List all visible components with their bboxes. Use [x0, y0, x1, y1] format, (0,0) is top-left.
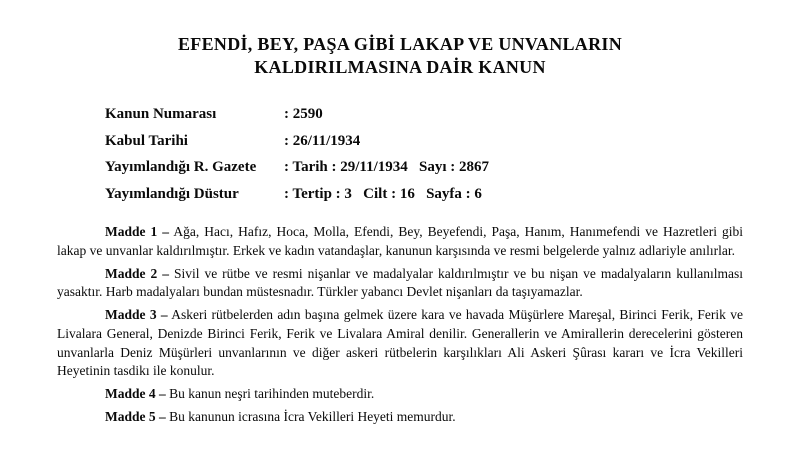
articles-section	[0, 223, 800, 427]
meta-label-acceptance-date: Kabul Tarihi	[105, 132, 188, 149]
article-madde-2	[57, 265, 743, 302]
article-madde-1	[57, 223, 743, 260]
meta-row-dustur	[105, 181, 800, 208]
meta-label-law-number: Kanun Numarası	[105, 106, 217, 122]
article-madde-1-heading: Madde 1 –	[105, 224, 170, 239]
article-madde-4-body: Bu kanun neşri tarihinden muteberdir.	[169, 386, 375, 402]
meta-label-official-gazette: Yayımlandığı R. Gazete	[105, 159, 257, 175]
article-madde-2-heading: Madde 2 –	[105, 265, 169, 281]
article-madde-3-heading: Madde 3 –	[105, 307, 168, 323]
article-madde-1-body: Ağa, Hacı, Hafız, Hoca, Molla, Efendi, Bey, Beyefendi, Paşa, Hanım, Hanımefendi ve Hazretleri gibi lakap ve unvanlar kaldırılmıştır. Erkek ve kadın vatandaşlar, kanunun karşısında ve resmi belgelerde yalnız adlariyle anılırlar.	[57, 224, 743, 258]
article-madde-2-body: Sivil ve rütbe ve resmi nişanlar ve madalyalar kaldırılmıştır ve bu nişan ve madalyaların kullanılması yasaktır. Harb madalyaları bundan müstesnadır. Türkler yabancı Devlet nişanları da taşıyamazlar.	[57, 265, 744, 300]
meta-value-dustur: : Tertip : 3 Cilt : 16 Sayfa : 6	[284, 185, 482, 202]
article-madde-3-body: Askeri rütbelerden adın başına gelmek üzere kara ve havada Müşürlere Mareşal, Birinci Ferik, Ferik ve Livalara General, Denizde Birinci Ferik, Ferik ve Livalara Amiral denilir. Generallerin ve Amirallerin derecelerini gösteren unvanlarla Deniz Müşürleri unvanlarının ve diğer askeri rütbelerin karşılıkları Ali Askeri Şûrası kararı ve İcra Vekilleri Heyetinin tasdikı ile konulur.	[57, 307, 743, 379]
article-madde-3	[57, 306, 743, 380]
article-madde-4-heading: Madde 4 –	[105, 386, 166, 402]
meta-value-official-gazette: : Tarih : 29/11/1934 Sayı : 2867	[284, 159, 490, 175]
article-madde-5-heading: Madde 5 –	[105, 409, 166, 425]
document-title-line2: KALDIRILMASINA DAİR KANUN	[254, 57, 546, 77]
article-madde-4	[57, 385, 743, 404]
meta-label-dustur: Yayımlandığı Düstur	[105, 185, 239, 202]
law-metadata-block	[0, 101, 800, 207]
document-title-line1: EFENDİ, BEY, PAŞA GİBİ LAKAP VE UNVANLARIN	[177, 34, 623, 54]
meta-row-law-number	[105, 101, 800, 128]
article-madde-5	[57, 408, 743, 427]
article-madde-5-body: Bu kanunun icrasına İcra Vekilleri Heyeti memurdur.	[169, 409, 456, 425]
meta-value-acceptance-date: : 26/11/1934	[284, 132, 361, 149]
meta-row-acceptance-date	[105, 128, 800, 155]
meta-row-official-gazette	[105, 154, 800, 181]
meta-value-law-number: : 2590	[284, 106, 323, 122]
document-title	[0, 33, 800, 79]
